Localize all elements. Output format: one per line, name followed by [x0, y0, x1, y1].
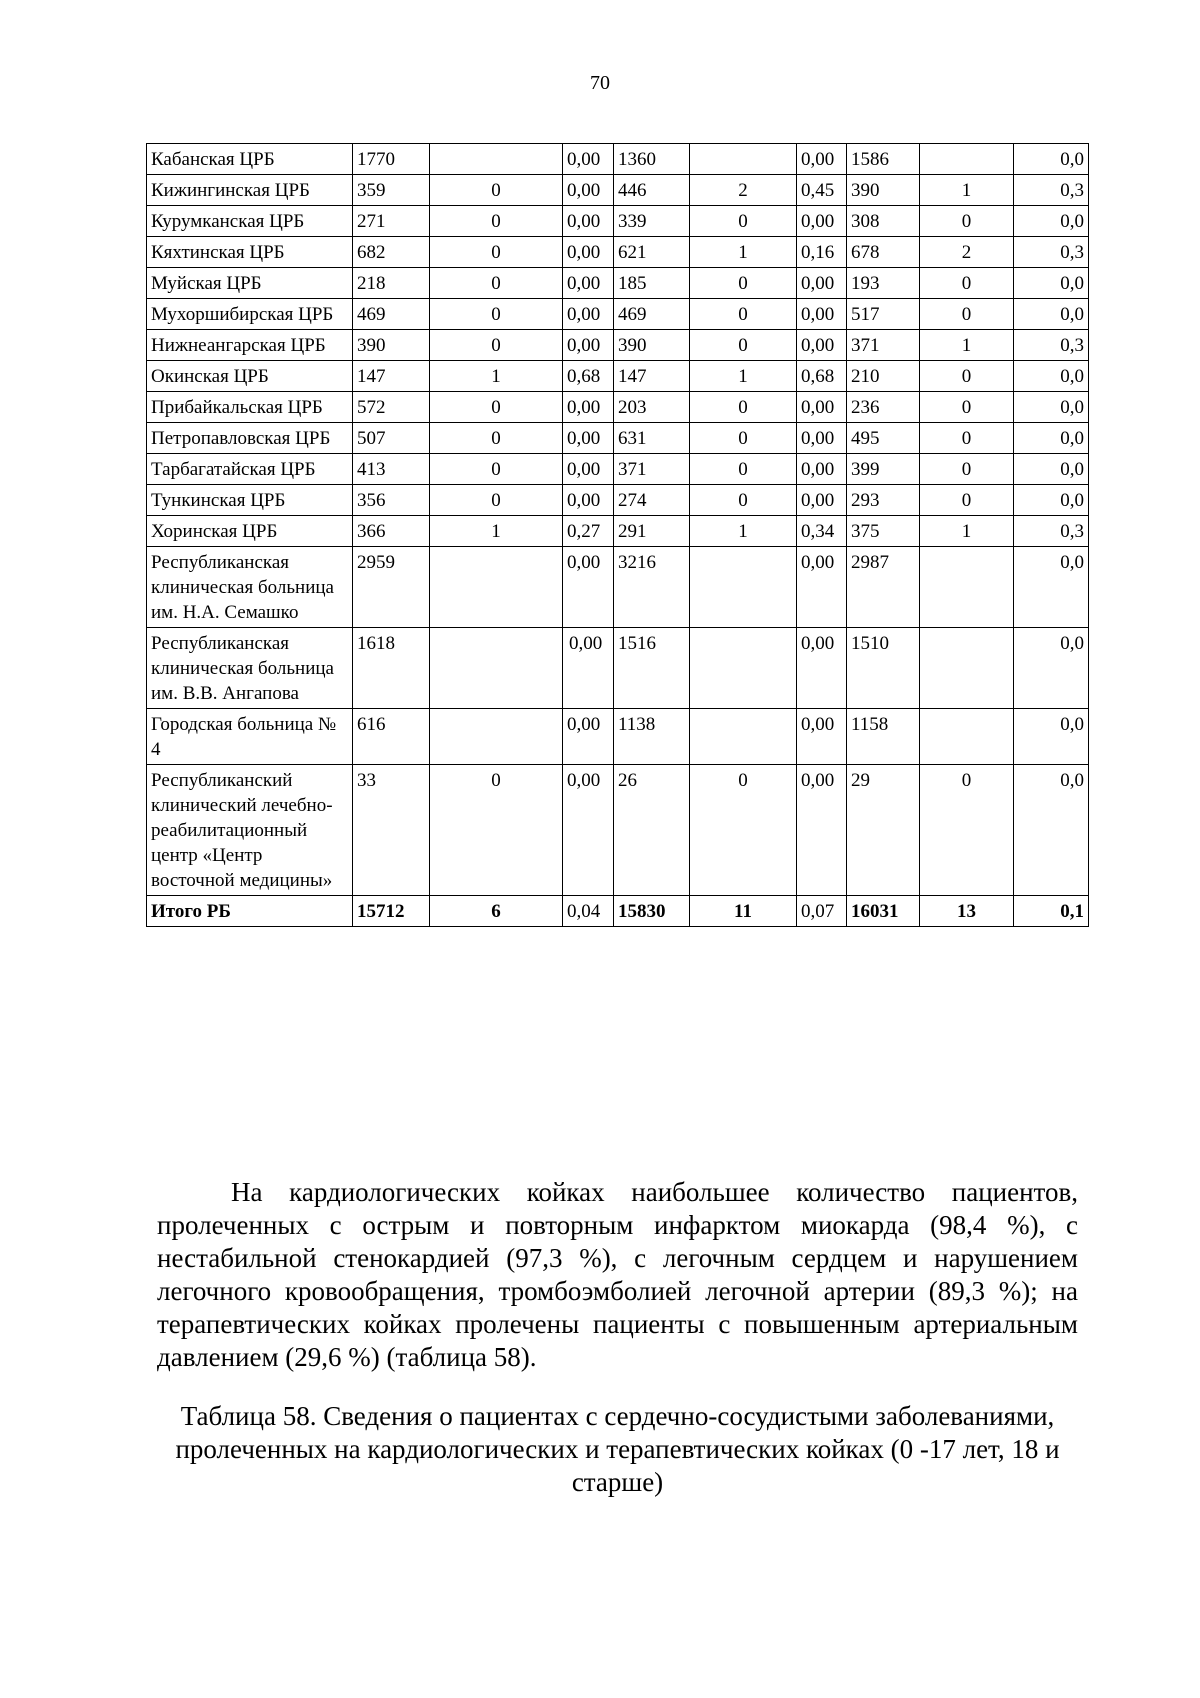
table-cell: 0 [920, 206, 1014, 237]
table-cell: 0,00 [797, 485, 847, 516]
table-cell: 0,0 [1014, 144, 1089, 175]
table-row [147, 516, 1089, 547]
table-row-label: Прибайкальская ЦРБ [147, 392, 353, 423]
table-cell: 572 [353, 392, 430, 423]
table-cell: 1 [690, 237, 797, 268]
table-cell: 0,00 [797, 268, 847, 299]
table-cell: 33 [353, 765, 430, 896]
table-cell: 0,3 [1014, 175, 1089, 206]
table-cell: 0,00 [797, 299, 847, 330]
table-cell: 0 [690, 330, 797, 361]
table-cell: 185 [614, 268, 690, 299]
table-cell: 1158 [847, 709, 920, 765]
table-cell: 517 [847, 299, 920, 330]
table-cell [920, 144, 1014, 175]
hospital-statistics-table [146, 143, 1089, 927]
table-cell: 0 [690, 454, 797, 485]
table-cell: 0 [430, 268, 563, 299]
table-row-label: Нижнеангарская ЦРБ [147, 330, 353, 361]
table-cell: 0 [430, 454, 563, 485]
table-cell: 16031 [847, 896, 920, 927]
table-row [147, 547, 1089, 628]
table-cell: 1 [920, 175, 1014, 206]
table-cell: 1770 [353, 144, 430, 175]
table-cell: 0 [920, 299, 1014, 330]
table-cell: 0,45 [797, 175, 847, 206]
table-body [147, 144, 1089, 927]
table-cell: 356 [353, 485, 430, 516]
table-cell: 0,00 [797, 392, 847, 423]
table-cell: 0 [690, 765, 797, 896]
table-cell: 1510 [847, 628, 920, 709]
table-cell: 218 [353, 268, 430, 299]
table-cell: 0 [920, 485, 1014, 516]
table-cell [920, 547, 1014, 628]
table-cell: 15830 [614, 896, 690, 927]
table-cell: 469 [353, 299, 430, 330]
table-cell [690, 547, 797, 628]
table-cell: 0,00 [797, 144, 847, 175]
table-cell: 1138 [614, 709, 690, 765]
table-cell: 1 [690, 516, 797, 547]
table-cell: 2 [920, 237, 1014, 268]
table-row-label: Окинская ЦРБ [147, 361, 353, 392]
table-cell: 274 [614, 485, 690, 516]
table-cell: 446 [614, 175, 690, 206]
table-cell: 15712 [353, 896, 430, 927]
table-cell [430, 628, 563, 709]
table-cell: 0,1 [1014, 896, 1089, 927]
table-cell: 0,00 [797, 330, 847, 361]
table-cell: 0,0 [1014, 423, 1089, 454]
table-row-label: Тарбагатайская ЦРБ [147, 454, 353, 485]
table-cell: 0 [430, 765, 563, 896]
table-cell [920, 709, 1014, 765]
table-cell: 0,00 [563, 709, 614, 765]
table-cell: 469 [614, 299, 690, 330]
table-cell: 0,0 [1014, 361, 1089, 392]
table-cell: 0 [920, 268, 1014, 299]
table-cell: 1 [430, 361, 563, 392]
table-cell: 193 [847, 268, 920, 299]
table-cell: 682 [353, 237, 430, 268]
table-cell: 236 [847, 392, 920, 423]
table-cell: 390 [614, 330, 690, 361]
table-cell: 0 [920, 361, 1014, 392]
table-cell: 0 [690, 206, 797, 237]
table-row-label: Кяхтинская ЦРБ [147, 237, 353, 268]
table-cell: 0,0 [1014, 709, 1089, 765]
table-cell: 13 [920, 896, 1014, 927]
table-cell [920, 628, 1014, 709]
table-cell: 0 [430, 299, 563, 330]
table-cell: 0,0 [1014, 765, 1089, 896]
table-row-label: Курумканская ЦРБ [147, 206, 353, 237]
table-row [147, 330, 1089, 361]
table-cell: 0,0 [1014, 299, 1089, 330]
table-cell: 390 [353, 330, 430, 361]
table-cell: 0 [690, 423, 797, 454]
table-cell: 0,00 [563, 330, 614, 361]
table-row [147, 709, 1089, 765]
table-cell: 0,3 [1014, 237, 1089, 268]
table-cell: 390 [847, 175, 920, 206]
table-cell: 0,0 [1014, 268, 1089, 299]
table-cell: 0,07 [797, 896, 847, 927]
table-cell: 0 [920, 765, 1014, 896]
table-cell: 2987 [847, 547, 920, 628]
table-cell: 0,0 [1014, 628, 1089, 709]
table-caption: Таблица 58. Сведения о пациентах с сердечно-сосудистыми заболеваниями, пролеченных на кардиологических и терапевтических койках (0 -17 лет, 18 и старше) [175, 1401, 1060, 1497]
table-cell: 0 [430, 237, 563, 268]
table-cell: 0 [690, 268, 797, 299]
table-row-label: Муйская ЦРБ [147, 268, 353, 299]
table-row [147, 175, 1089, 206]
table-cell: 0 [920, 392, 1014, 423]
table-cell: 359 [353, 175, 430, 206]
table-cell: 0 [430, 485, 563, 516]
table-cell: 308 [847, 206, 920, 237]
table-cell: 1 [690, 361, 797, 392]
table-cell: 1360 [614, 144, 690, 175]
table-row-label: Республиканская клиническая больница им. В.В. Ангапова [147, 628, 353, 709]
table-cell: 507 [353, 423, 430, 454]
table-row [147, 237, 1089, 268]
table-cell: 0 [690, 392, 797, 423]
body-paragraph [157, 1176, 1078, 1374]
table-cell: 203 [614, 392, 690, 423]
table-cell: 0,68 [563, 361, 614, 392]
table-row [147, 765, 1089, 896]
table-cell: 0 [430, 330, 563, 361]
table-cell: 147 [353, 361, 430, 392]
table-cell: 0,00 [563, 144, 614, 175]
table-cell: 2 [690, 175, 797, 206]
table-cell: 371 [847, 330, 920, 361]
table-cell: 1 [920, 330, 1014, 361]
table-row [147, 485, 1089, 516]
table-cell: 0 [430, 175, 563, 206]
table-row [147, 392, 1089, 423]
table-row-label: Кабанская ЦРБ [147, 144, 353, 175]
table-cell [690, 628, 797, 709]
table-cell [430, 547, 563, 628]
table-cell: 0,00 [563, 547, 614, 628]
table-row-label: Тункинская ЦРБ [147, 485, 353, 516]
table-cell: 0,0 [1014, 454, 1089, 485]
table-cell: 678 [847, 237, 920, 268]
table-cell: 291 [614, 516, 690, 547]
table-row-label: Кижингинская ЦРБ [147, 175, 353, 206]
table-cell: 0,0 [1014, 392, 1089, 423]
table-cell: 0,00 [797, 423, 847, 454]
table-cell: 293 [847, 485, 920, 516]
table-cell: 0,3 [1014, 516, 1089, 547]
table-row-label: Мухоршибирская ЦРБ [147, 299, 353, 330]
table-cell: 621 [614, 237, 690, 268]
table-row [147, 268, 1089, 299]
table-cell [430, 709, 563, 765]
table-cell: 0 [430, 206, 563, 237]
table-cell: 413 [353, 454, 430, 485]
table-cell: 1 [920, 516, 1014, 547]
table-cell: 1618 [353, 628, 430, 709]
table-cell: 0,00 [563, 268, 614, 299]
table-cell: 0,00 [563, 454, 614, 485]
table-row [147, 361, 1089, 392]
table-cell: 0,27 [563, 516, 614, 547]
table-cell: 0,00 [797, 628, 847, 709]
table-cell: 0,3 [1014, 330, 1089, 361]
table-cell: 1586 [847, 144, 920, 175]
table-cell: 0,00 [563, 206, 614, 237]
table-cell: 0 [430, 423, 563, 454]
table-cell: 0,00 [563, 423, 614, 454]
table-total-row [147, 896, 1089, 927]
table-cell: 0,00 [797, 206, 847, 237]
table-cell: 2959 [353, 547, 430, 628]
table-row [147, 299, 1089, 330]
table-cell [690, 709, 797, 765]
table-cell: 0,16 [797, 237, 847, 268]
table-cell: 1516 [614, 628, 690, 709]
table-cell: 495 [847, 423, 920, 454]
table-cell: 0,00 [563, 392, 614, 423]
table-cell [690, 144, 797, 175]
table-cell [430, 144, 563, 175]
table-cell: 29 [847, 765, 920, 896]
table-cell: 0,00 [797, 547, 847, 628]
table-row-label: Республиканский клинический лечебно-реабилитационный центр «Центр восточной медицины» [147, 765, 353, 896]
table-row [147, 206, 1089, 237]
table-cell: 399 [847, 454, 920, 485]
table-cell: 0,00 [563, 765, 614, 896]
table-cell: 11 [690, 896, 797, 927]
table-cell: 0,00 [563, 175, 614, 206]
table-cell: 271 [353, 206, 430, 237]
table-cell: 0 [690, 299, 797, 330]
table-cell: 631 [614, 423, 690, 454]
table-row [147, 628, 1089, 709]
table-cell: 0 [920, 423, 1014, 454]
table-row-label: Итого РБ [147, 896, 353, 927]
table-cell: 375 [847, 516, 920, 547]
table-cell: 0,00 [797, 709, 847, 765]
table-cell: 147 [614, 361, 690, 392]
table-row [147, 454, 1089, 485]
table-cell: 366 [353, 516, 430, 547]
table-cell: 0,00 [563, 299, 614, 330]
table-cell: 26 [614, 765, 690, 896]
table-cell: 6 [430, 896, 563, 927]
table-cell: 0,00 [563, 628, 614, 709]
table-cell: 0,0 [1014, 485, 1089, 516]
table-cell: 3216 [614, 547, 690, 628]
paragraph-text: На кардиологических койках наибольшее количество пациентов, пролеченных с острым и повторным инфарктом миокарда (98,4 %), с нестабильной стенокардией (97,3 %), с легочным сердцем и нарушением легочного кровообращения, тромбоэмболией легочной артерии (89,3 %); на терапевтических койках пролечены пациенты с повышенным артериальным давлением (29,6 %) (таблица 58). [157, 1177, 1078, 1372]
table-cell: 0 [920, 454, 1014, 485]
table-row-label: Хоринская ЦРБ [147, 516, 353, 547]
table-row [147, 423, 1089, 454]
table-cell: 0,68 [797, 361, 847, 392]
table-cell: 0,0 [1014, 547, 1089, 628]
table-cell: 0 [430, 392, 563, 423]
table-row-label: Республиканская клиническая больница им. Н.А. Семашко [147, 547, 353, 628]
table-cell: 0,00 [563, 237, 614, 268]
table-cell: 0,04 [563, 896, 614, 927]
table-cell: 616 [353, 709, 430, 765]
table-cell: 0,00 [563, 485, 614, 516]
table-cell: 371 [614, 454, 690, 485]
table-cell: 0,34 [797, 516, 847, 547]
table-cell: 0 [690, 485, 797, 516]
table-cell: 0,0 [1014, 206, 1089, 237]
table-row [147, 144, 1089, 175]
page-number: 70 [590, 72, 610, 94]
table-cell: 210 [847, 361, 920, 392]
table-cell: 0,00 [797, 454, 847, 485]
table-row-label: Петропавловская ЦРБ [147, 423, 353, 454]
table-cell: 339 [614, 206, 690, 237]
table-cell: 0,00 [797, 765, 847, 896]
table-cell: 1 [430, 516, 563, 547]
table-row-label: Городская больница № 4 [147, 709, 353, 765]
